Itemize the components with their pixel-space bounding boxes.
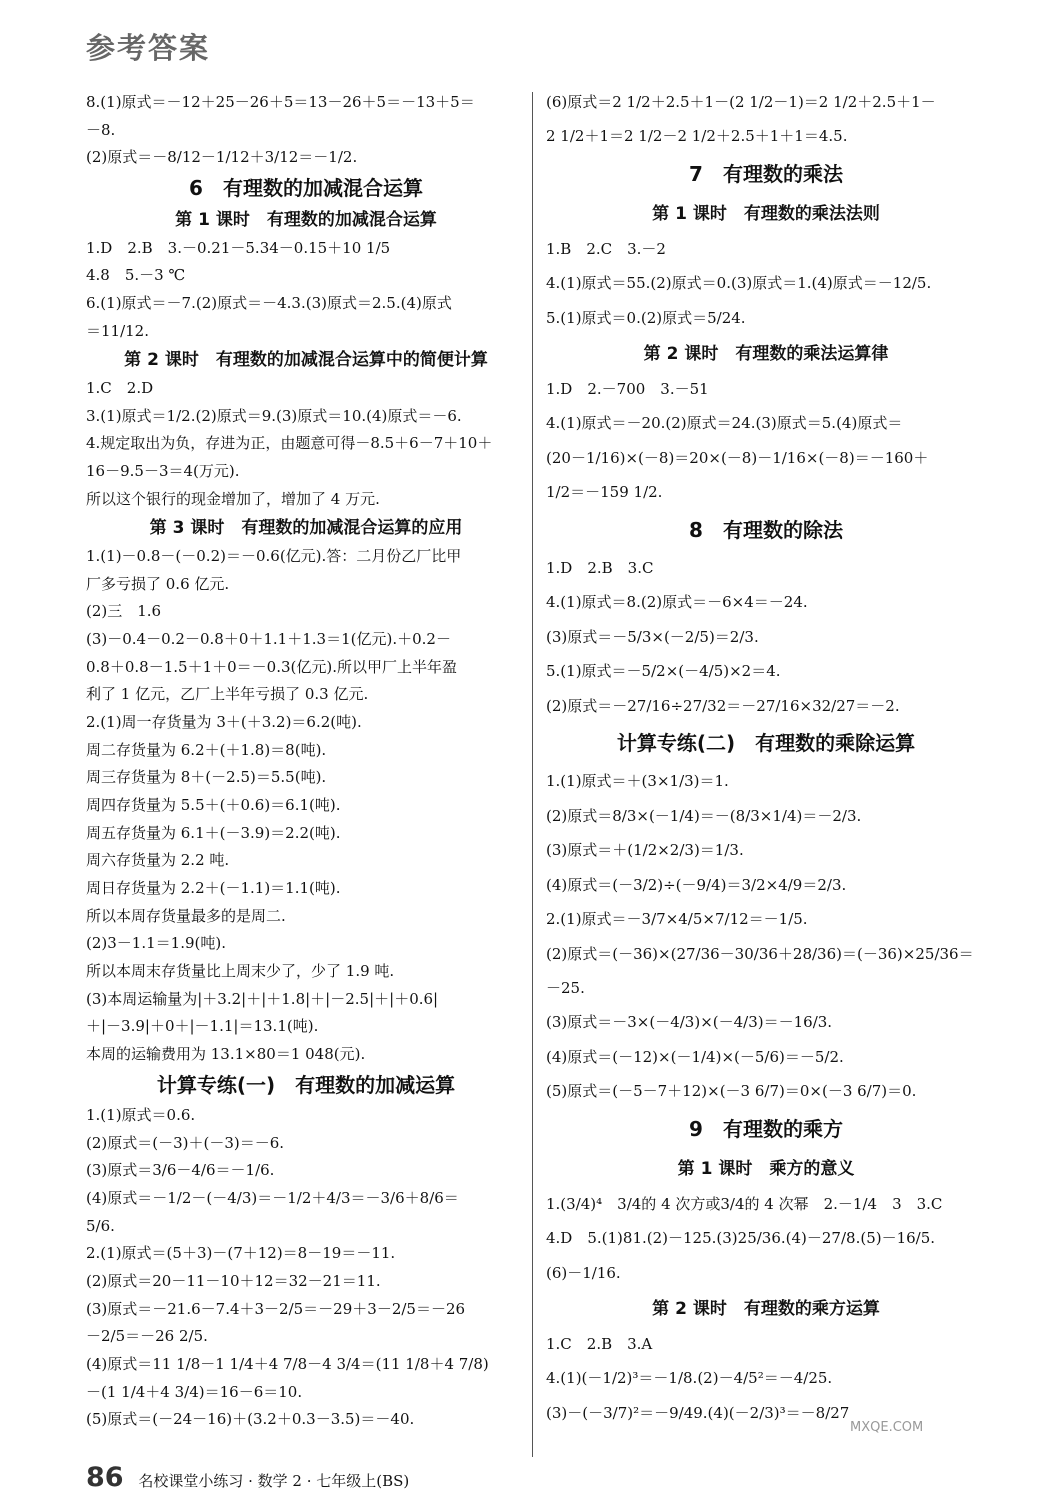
answer-line: 所以本周存货量最多的是周二. bbox=[86, 907, 286, 925]
answer-line: ＋|－3.9|＋0＋|－1.1|＝13.1(吨). bbox=[86, 1017, 319, 1035]
answer-line: 1/2＝－159 1/2. bbox=[546, 483, 663, 501]
answer-line: 1.(1)原式＝＋(3×1/3)＝1. bbox=[546, 772, 729, 790]
answer-line: －2/5＝－26 2/5. bbox=[86, 1327, 208, 1345]
page-footer bbox=[86, 1462, 986, 1492]
answer-line: －8. bbox=[86, 121, 116, 139]
answer-line: 5/6. bbox=[86, 1217, 115, 1235]
lesson-heading: 第 3 课时 有理数的加减混合运算的应用 bbox=[149, 518, 463, 538]
answer-line: (6)原式＝2 1/2＋2.5＋1－(2 1/2－1)＝2 1/2＋2.5＋1－ bbox=[546, 93, 936, 111]
answer-line: 1.(1)原式＝0.6. bbox=[86, 1106, 196, 1124]
answer-line: －25. bbox=[546, 979, 585, 997]
answer-line: (2)原式＝20－11－10＋12＝32－21＝11. bbox=[86, 1272, 381, 1290]
answer-line: 2.(1)原式＝(5＋3)－(7＋12)＝8－19＝－11. bbox=[86, 1244, 396, 1262]
answer-line: 本周的运输费用为 13.1×80＝1 048(元). bbox=[86, 1045, 366, 1063]
section-heading: 8 有理数的除法 bbox=[689, 518, 843, 542]
answer-line: (4)原式＝(－3/2)÷(－9/4)＝3/2×4/9＝2/3. bbox=[546, 876, 847, 894]
answer-line: 厂多亏损了 0.6 亿元. bbox=[86, 575, 230, 593]
page-number: 86 bbox=[86, 1462, 124, 1493]
answer-line: (3)－(－3/7)²＝－9/49.(4)(－2/3)³＝－8/27 bbox=[546, 1404, 850, 1422]
answer-line: 1.(1)－0.8－(－0.2)＝－0.6(亿元).答：二月份乙厂比甲 bbox=[86, 547, 462, 565]
answer-line: (3)原式＝－3×(－4/3)×(－4/3)＝－16/3. bbox=[546, 1013, 833, 1031]
answer-line: (3)原式＝－21.6－7.4＋3－2/5＝－29＋3－2/5＝－26 bbox=[86, 1300, 466, 1318]
answer-line: 2.(1)原式＝－3/7×4/5×7/12＝－1/5. bbox=[546, 910, 808, 928]
answer-line: (4)原式＝－1/2－(－4/3)＝－1/2＋4/3＝－3/6＋8/6＝ bbox=[86, 1189, 459, 1207]
answer-line: 1.(3/4)⁴ 3/4的 4 次方或3/4的 4 次幂 2.－1/4 3 3.C bbox=[546, 1195, 943, 1213]
answer-line: (2)原式＝－27/16÷27/32＝－27/16×32/27＝－2. bbox=[546, 697, 900, 715]
answer-line: 4.(1)原式＝－20.(2)原式＝24.(3)原式＝5.(4)原式＝ bbox=[546, 414, 903, 432]
section-heading: 计算专练(一) 有理数的加减运算 bbox=[156, 1073, 456, 1097]
section-heading: 7 有理数的乘法 bbox=[689, 162, 843, 186]
answer-line: (4)原式＝11 1/8－1 1/4＋4 7/8－4 3/4＝(11 1/8＋4 7/8) bbox=[86, 1355, 489, 1373]
column-divider bbox=[532, 92, 533, 1457]
answer-line: 4.(1)(－1/2)³＝－1/8.(2)－4/5²＝－4/25. bbox=[546, 1369, 833, 1387]
answer-line: 所以本周末存货量比上周末少了，少了 1.9 吨. bbox=[86, 962, 395, 980]
answer-line: (2)原式＝－8/12－1/12＋3/12＝－1/2. bbox=[86, 148, 358, 166]
answer-line: 所以这个银行的现金增加了，增加了 4 万元. bbox=[86, 490, 380, 508]
answer-line: －(1 1/4＋4 3/4)＝16－6＝10. bbox=[86, 1383, 303, 1401]
answer-line: 周二存货量为 6.2＋(＋1.8)＝8(吨). bbox=[86, 741, 327, 759]
answer-line: 周三存货量为 8＋(－2.5)＝5.5(吨). bbox=[86, 768, 327, 786]
answer-line: (5)原式＝(－24－16)＋(3.2＋0.3－3.5)＝－40. bbox=[86, 1410, 415, 1428]
answer-line: (3)原式＝－5/3×(－2/5)＝2/3. bbox=[546, 628, 759, 646]
answer-line: (2)原式＝(－36)×(27/36－30/36＋28/36)＝(－36)×25/36＝ bbox=[546, 945, 974, 963]
answer-line: 3.(1)原式＝1/2.(2)原式＝9.(3)原式＝10.(4)原式＝－6. bbox=[86, 407, 462, 425]
page-header bbox=[0, 0, 1038, 78]
answer-line: (2)原式＝(－3)＋(－3)＝－6. bbox=[86, 1134, 285, 1152]
answer-line: 1.D 2.B 3.C bbox=[546, 559, 654, 577]
answer-line: 1.C 2.B 3.A bbox=[546, 1335, 653, 1353]
section-heading: 9 有理数的乘方 bbox=[689, 1117, 843, 1141]
answer-line: 5.(1)原式＝－5/2×(－4/5)×2＝4. bbox=[546, 662, 781, 680]
book-title: 名校课堂小练习 · 数学 2 · 七年级上(BS) bbox=[138, 1472, 410, 1490]
answer-line: (2)三 1.6 bbox=[86, 602, 162, 620]
answer-line: 0.8＋0.8－1.5＋1＋0＝－0.3(亿元).所以甲厂上半年盈 bbox=[86, 658, 457, 676]
answer-line: 4.8 5.－3 ℃ bbox=[86, 266, 186, 284]
answer-line: 2 1/2＋1＝2 1/2－2 1/2＋2.5＋1＋1＝4.5. bbox=[546, 127, 848, 145]
answer-line: 周六存货量为 2.2 吨. bbox=[86, 851, 230, 869]
answer-line: 1.B 2.C 3.－2 bbox=[546, 240, 666, 258]
answer-line: 8.(1)原式＝－12＋25－26＋5＝13－26＋5＝－13＋5＝ bbox=[86, 93, 475, 111]
answer-line: 6.(1)原式＝－7.(2)原式＝－4.3.(3)原式＝2.5.(4)原式 bbox=[86, 294, 452, 312]
page-title: 参考答案 bbox=[86, 31, 211, 65]
answer-line: (3)本周运输量为|＋3.2|＋|＋1.8|＋|－2.5|＋|＋0.6| bbox=[86, 990, 439, 1008]
answer-line: 1.D 2.－700 3.－51 bbox=[546, 380, 709, 398]
answer-line: 周五存货量为 6.1＋(－3.9)＝2.2(吨). bbox=[86, 824, 341, 842]
answer-line: 16－9.5－3＝4(万元). bbox=[86, 462, 240, 480]
lesson-heading: 第 1 课时 有理数的加减混合运算 bbox=[175, 210, 437, 230]
answer-line: 4.(1)原式＝8.(2)原式＝－6×4＝－24. bbox=[546, 593, 808, 611]
answer-line: 周日存货量为 2.2＋(－1.1)＝1.1(吨). bbox=[86, 879, 341, 897]
answer-line: (3)－0.4－0.2－0.8＋0＋1.1＋1.3＝1(亿元).＋0.2－ bbox=[86, 630, 451, 648]
lesson-heading: 第 1 课时 有理数的乘法法则 bbox=[652, 204, 880, 224]
lesson-heading: 第 2 课时 有理数的乘方运算 bbox=[652, 1299, 880, 1319]
section-heading: 6 有理数的加减混合运算 bbox=[189, 176, 423, 200]
answer-line: 2.(1)周一存货量为 3＋(＋3.2)＝6.2(吨). bbox=[86, 713, 362, 731]
answer-line: 4.(1)原式＝55.(2)原式＝0.(3)原式＝1.(4)原式＝－12/5. bbox=[546, 274, 932, 292]
lesson-heading: 第 2 课时 有理数的加减混合运算中的简便计算 bbox=[124, 350, 488, 370]
answer-line: (2)3－1.1＝1.9(吨). bbox=[86, 934, 226, 952]
answer-line: (2)原式＝8/3×(－1/4)＝－(8/3×1/4)＝－2/3. bbox=[546, 807, 862, 825]
answer-line: 周四存货量为 5.5＋(＋0.6)＝6.1(吨). bbox=[86, 796, 341, 814]
answer-line: 4.D 5.(1)81.(2)－125.(3)25/36.(4)－27/8.(5)－16/5. bbox=[546, 1229, 936, 1247]
answer-line: (4)原式＝(－12)×(－1/4)×(－5/6)＝－5/2. bbox=[546, 1048, 844, 1066]
answer-line: (3)原式＝3/6－4/6＝－1/6. bbox=[86, 1161, 275, 1179]
answer-line: ＝11/12. bbox=[86, 322, 149, 340]
answer-line: 4.规定取出为负，存进为正，由题意可得－8.5＋6－7＋10＋ bbox=[86, 434, 493, 452]
answer-line: (5)原式＝(－5－7＋12)×(－3 6/7)＝0×(－3 6/7)＝0. bbox=[546, 1082, 917, 1100]
answer-line: (6)－1/16. bbox=[546, 1264, 621, 1282]
answer-line: 5.(1)原式＝0.(2)原式＝5/24. bbox=[546, 309, 746, 327]
answer-line: (3)原式＝＋(1/2×2/3)＝1/3. bbox=[546, 841, 744, 859]
watermark-text: MXQE.COM bbox=[850, 1420, 924, 1435]
section-heading: 计算专练(二) 有理数的乘除运算 bbox=[616, 731, 916, 755]
lesson-heading: 第 2 课时 有理数的乘法运算律 bbox=[643, 344, 889, 364]
lesson-heading: 第 1 课时 乘方的意义 bbox=[677, 1159, 855, 1179]
answer-line: 利了 1 亿元，乙厂上半年亏损了 0.3 亿元. bbox=[86, 685, 369, 703]
answer-line: 1.C 2.D bbox=[86, 379, 154, 397]
answer-line: (20－1/16)×(－8)＝20×(－8)－1/16×(－8)＝－160＋ bbox=[546, 449, 929, 467]
answer-line: 1.D 2.B 3.－0.21－5.34－0.15＋10 1/5 bbox=[86, 239, 391, 257]
